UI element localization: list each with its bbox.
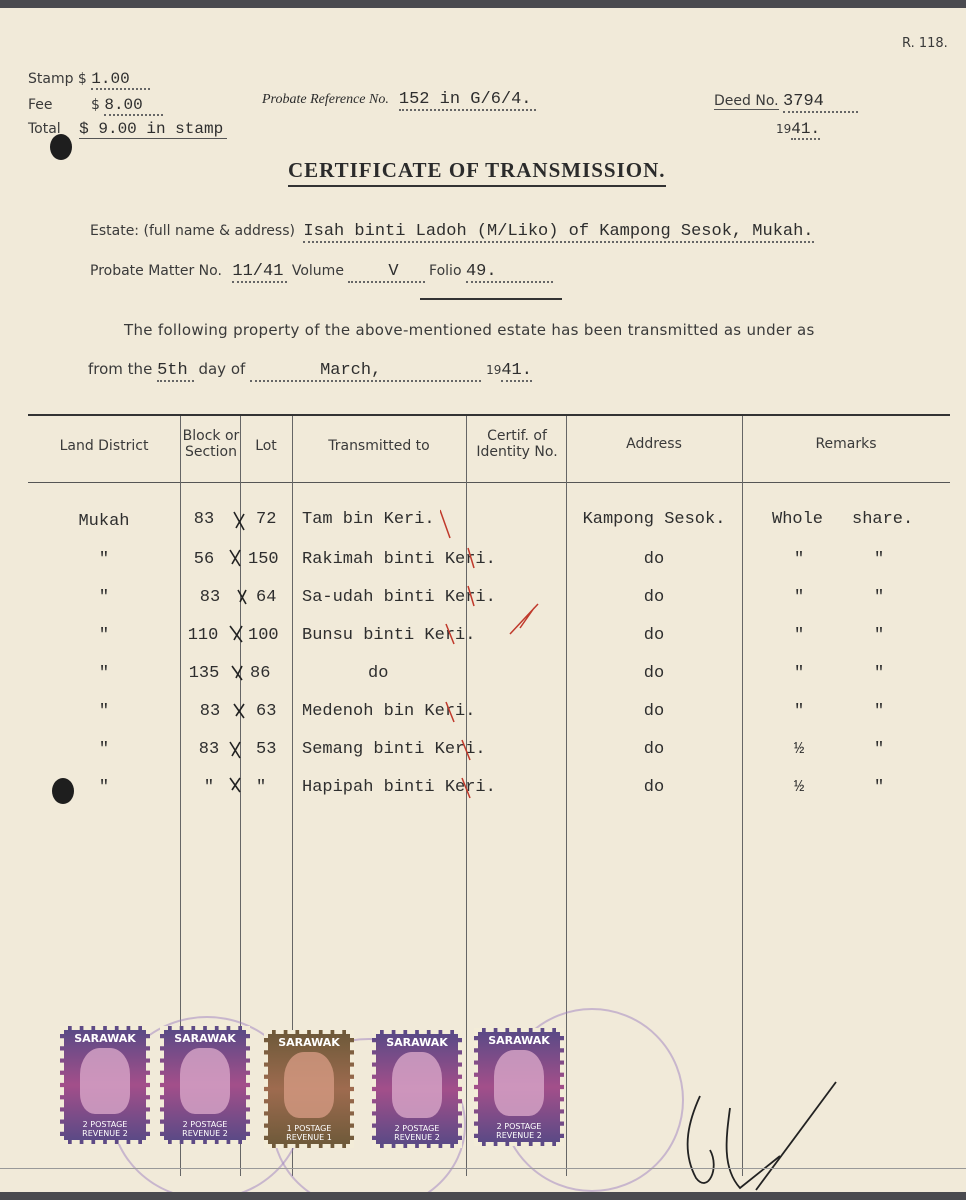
stamp-country: SARAWAK: [174, 1032, 236, 1045]
page-bottom-rule: [0, 1168, 966, 1169]
cell-transmitted-to: Tam bin Keri.: [302, 510, 435, 529]
intro-year-prefix: 19: [486, 363, 502, 377]
cell-block: 83: [193, 510, 215, 529]
stamp-country: SARAWAK: [278, 1036, 340, 1049]
header-block: Block or Section: [182, 428, 240, 460]
cell-lot: 100: [248, 626, 279, 645]
portrait-icon: [494, 1050, 544, 1116]
deed-year-suffix: 41.: [791, 120, 821, 138]
deed-number: [714, 92, 858, 111]
total-line: [28, 120, 227, 138]
fee-value: 8.00: [104, 96, 162, 116]
cell-address: do: [643, 664, 665, 683]
handwritten-check-marks: [226, 506, 256, 806]
revenue-stamp: [264, 1030, 354, 1148]
cell-district: ": [98, 550, 110, 569]
cell-remarks-a: ": [794, 702, 805, 721]
cell-transmitted-to: Rakimah binti Keri.: [302, 550, 496, 569]
cell-transmitted-to: Semang binti Keri.: [302, 740, 486, 759]
header-address: Address: [626, 436, 682, 452]
cell-district: ": [98, 626, 110, 645]
cell-remarks-b: share.: [852, 510, 914, 529]
header-land-district: Land District: [59, 438, 149, 454]
cell-district: ": [98, 740, 110, 759]
title-divider: [420, 298, 562, 300]
estate-label: Estate: (full name & address): [90, 223, 295, 239]
estate-line: [90, 222, 814, 241]
portrait-icon: [392, 1052, 442, 1118]
table-header-rule: [28, 482, 950, 483]
day-of-label: day of: [198, 360, 246, 378]
cell-transmitted-to: Hapipah binti Keri.: [302, 778, 496, 797]
cell-remarks-a: Whole: [772, 510, 824, 529]
cell-remarks-b: ": [874, 740, 885, 759]
red-correction-marks: [440, 508, 560, 808]
header-remarks: Remarks: [815, 436, 877, 452]
cell-transmitted-to: Bunsu binti Keri.: [302, 626, 476, 645]
probate-reference: [262, 90, 536, 109]
cell-address: do: [643, 778, 665, 797]
portrait-icon: [80, 1048, 130, 1114]
cell-remarks-a: ": [794, 626, 805, 645]
cell-block: 56: [193, 550, 215, 569]
cell-lot: 86: [250, 664, 271, 683]
revenue-stamp: [160, 1026, 250, 1144]
cell-remarks-b: ": [874, 588, 885, 607]
stamp-footer: 2 POSTAGE REVENUE 2: [496, 1122, 542, 1140]
total-label: Total: [28, 121, 61, 137]
cell-remarks-a: ": [794, 588, 805, 607]
cell-district: ": [98, 588, 110, 607]
from-the-label: from the: [88, 360, 153, 378]
probate-matter-line: [90, 262, 553, 281]
estate-value: Isah binti Ladoh (M/Liko) of Kampong Sesok, Mukah.: [303, 222, 814, 241]
deed-label: Deed No.: [714, 93, 779, 109]
cell-address: do: [643, 588, 665, 607]
revenue-stamp: [60, 1026, 150, 1144]
folio-label: Folio: [429, 263, 462, 279]
stamp-country: SARAWAK: [386, 1036, 448, 1049]
cell-district: ": [98, 664, 110, 683]
cell-block: ": [203, 778, 215, 797]
deed-year: [776, 120, 820, 138]
fee-dollar: $: [90, 97, 100, 113]
stamp-fee-line: [28, 70, 150, 88]
intro-month: March,: [250, 361, 481, 382]
cell-transmitted-to: Medenoh bin Keri.: [302, 702, 476, 721]
intro-line-2: [88, 360, 532, 380]
intro-day: 5th: [157, 361, 194, 382]
cell-block: 110: [187, 626, 219, 645]
table-top-rule: [28, 414, 950, 416]
cell-remarks-a: ": [794, 664, 805, 683]
cell-block: 135: [188, 664, 220, 683]
header-transmitted-to: Transmitted to: [328, 438, 430, 454]
total-value: $ 9.00 in stamp: [79, 120, 227, 139]
cell-remarks-a: ½: [794, 778, 805, 797]
cell-remarks-b: ": [874, 702, 885, 721]
form-number: R. 118.: [902, 36, 948, 51]
stamp-footer: 1 POSTAGE REVENUE 1: [286, 1124, 332, 1142]
certificate-page: [0, 8, 966, 1192]
revenue-stamp: [474, 1028, 564, 1146]
stamp-footer: 2 POSTAGE REVENUE 2: [394, 1124, 440, 1142]
volume-value: V: [348, 262, 424, 283]
cell-lot: ": [256, 778, 267, 797]
folio-value: 49.: [466, 262, 553, 283]
fee-label: Fee: [28, 97, 53, 113]
cell-block: 83: [198, 740, 220, 759]
cell-transmitted-to: do: [368, 664, 389, 683]
stamp-footer: 2 POSTAGE REVENUE 2: [82, 1120, 128, 1138]
cell-remarks-a: ½: [794, 740, 805, 759]
probate-matter-value: 11/41: [232, 262, 287, 283]
cell-address: do: [643, 702, 665, 721]
cell-address: do: [643, 550, 665, 569]
cell-transmitted-to: Sa-udah binti Keri.: [302, 588, 496, 607]
stamp-country: SARAWAK: [488, 1034, 550, 1047]
cell-remarks-b: ": [874, 778, 885, 797]
volume-label: Volume: [291, 263, 344, 279]
cell-address: do: [643, 626, 665, 645]
cell-lot: 64: [256, 588, 277, 607]
intro-year-suffix: 41.: [501, 361, 532, 380]
header-certif: Certif. of Identity No.: [476, 428, 558, 460]
cell-lot: 150: [248, 550, 279, 569]
deed-year-prefix: 19: [776, 122, 792, 136]
deed-value: 3794: [783, 92, 858, 113]
cell-lot: 53: [256, 740, 277, 759]
cell-block: 83: [199, 702, 221, 721]
cell-address: Kampong Sesok.: [582, 510, 726, 529]
stamp-country: SARAWAK: [74, 1032, 136, 1045]
probate-matter-label: Probate Matter No.: [90, 263, 222, 279]
stamp-value: 1.00: [91, 70, 149, 90]
cell-remarks-a: ": [794, 550, 805, 569]
signature: [660, 1078, 840, 1192]
cell-district: ": [98, 778, 110, 797]
portrait-icon: [180, 1048, 230, 1114]
cell-remarks-b: ": [874, 550, 885, 569]
fee-line: [28, 96, 163, 114]
portrait-icon: [284, 1052, 334, 1118]
stamp-label: Stamp $: [28, 71, 87, 87]
cell-remarks-b: ": [874, 664, 885, 683]
probate-reference-value: 152 in G/6/4.: [399, 90, 536, 111]
probate-reference-label: Probate Reference No.: [262, 92, 389, 107]
cell-lot: 72: [256, 510, 277, 529]
intro-line-1: The following property of the above-mentioned estate has been transmitted as under as: [124, 321, 815, 339]
cell-lot: 63: [256, 702, 277, 721]
col-divider-6: [742, 416, 743, 1176]
cell-remarks-b: ": [874, 626, 885, 645]
page-title: CERTIFICATE OF TRANSMISSION.: [288, 158, 666, 187]
revenue-stamp: [372, 1030, 462, 1148]
cell-district: ": [98, 702, 110, 721]
cell-address: do: [643, 740, 665, 759]
cell-block: 83: [199, 588, 221, 607]
header-lot: Lot: [255, 438, 277, 454]
stamp-footer: 2 POSTAGE REVENUE 2: [182, 1120, 228, 1138]
cell-district: Mukah: [78, 512, 130, 531]
